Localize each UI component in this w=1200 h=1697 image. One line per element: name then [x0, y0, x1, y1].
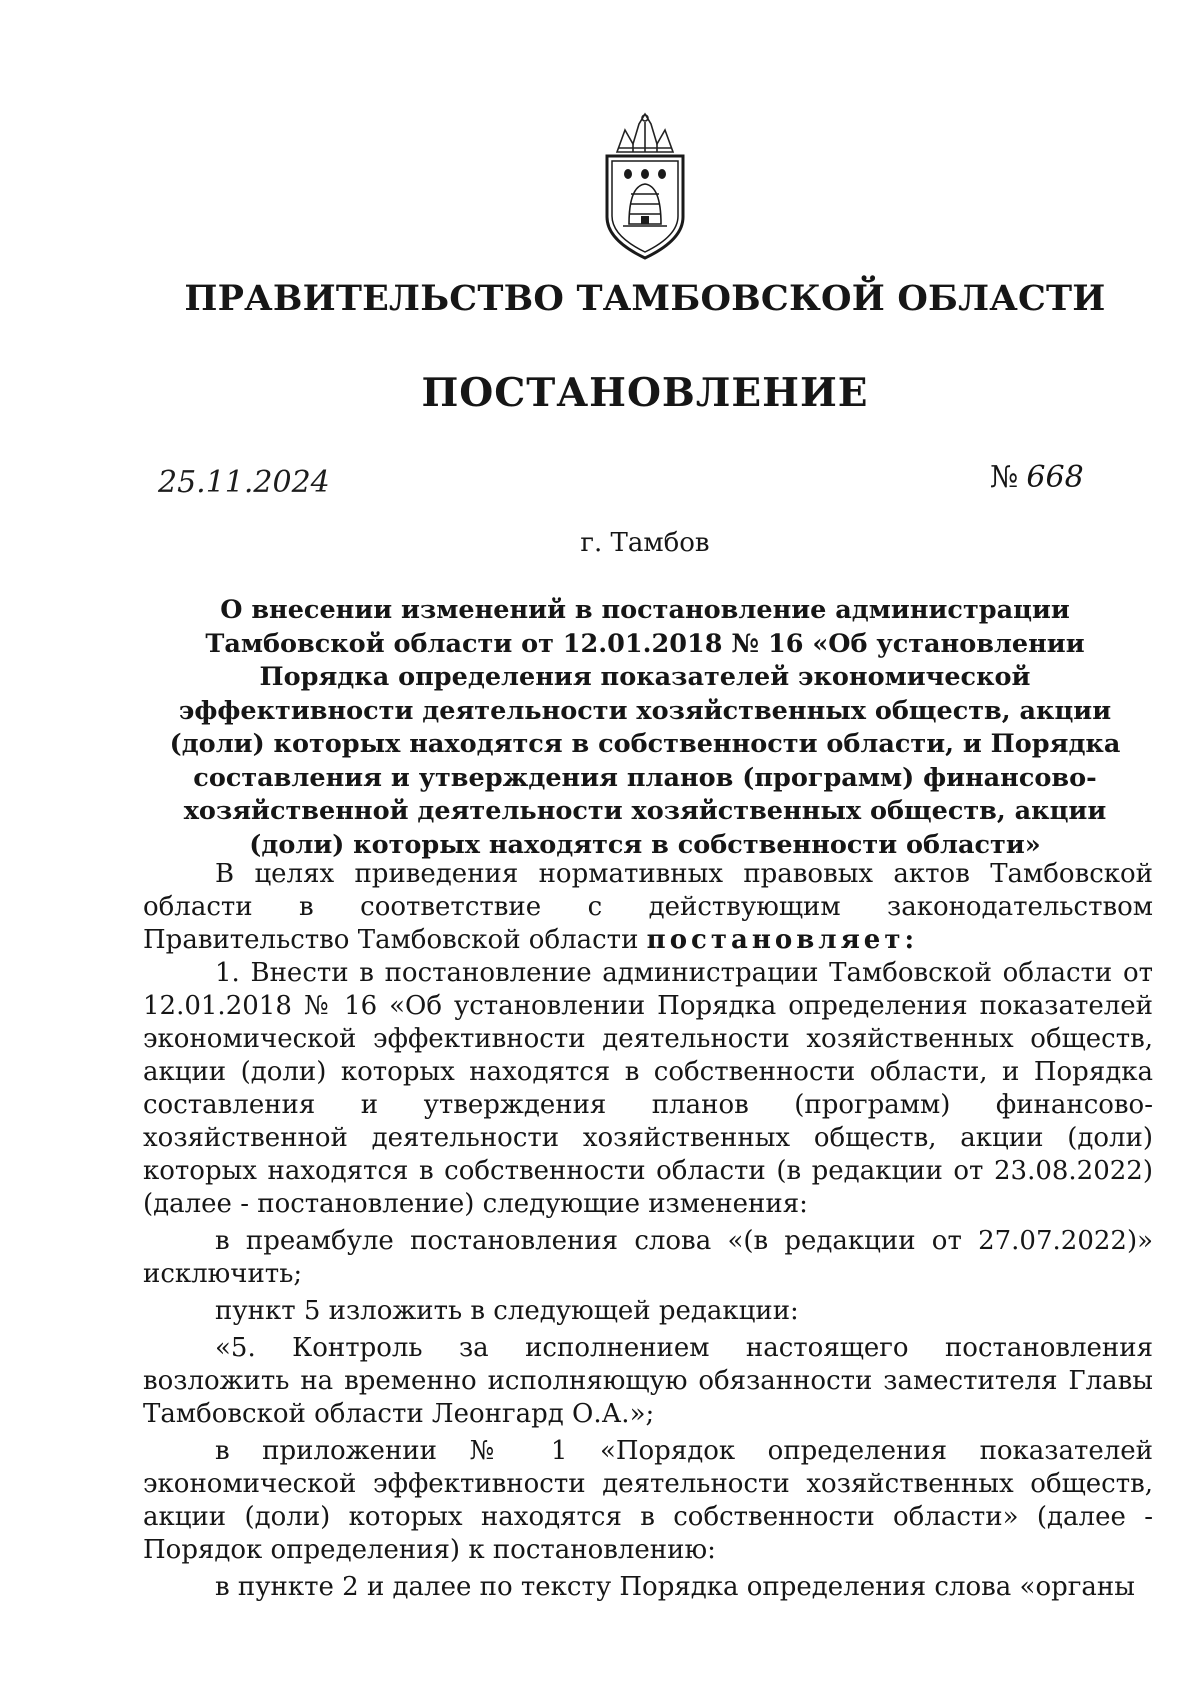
paragraph-3: пункт 5 изложить в следующей редакции:	[215, 1296, 799, 1326]
paragraph-1: 1. Внести в постановление администрации Тамбовской области от 12.01.2018 № 16 «Об установлении Порядка определения показателей экономической эффективности деятельности хозяйственных обществ, акции (доли) которых находятся в собственности области, и Порядка составления и утверждения планов (программ) финансово-хозяйственной деятельности хозяйственных обществ, акции (доли) которых находятся в собственности области (в редакции от 23.08.2022) (далее - постановление) следующие изменения:	[143, 958, 1153, 1219]
document-type: ПОСТАНОВЛЕНИЕ	[421, 370, 869, 416]
paragraph-5: в приложении № 1 «Порядок определения показателей экономической эффективности деятельности хозяйственных обществ, акции (доли) которых находятся в собственности области» (далее - Порядок определения) к постановлению:	[143, 1436, 1153, 1565]
intro-paragraph	[143, 858, 1153, 957]
paragraph-2: в преамбуле постановления слова «(в редакции от 27.07.2022)» исключить;	[143, 1226, 1153, 1289]
document-date: 25.11.2024	[158, 465, 330, 500]
number-value: 668	[1026, 460, 1084, 495]
document-number	[990, 460, 1084, 495]
document-city: г. Тамбов	[580, 528, 710, 558]
government-name: ПРАВИТЕЛЬСТВО ТАМБОВСКОЙ ОБЛАСТИ	[184, 278, 1106, 319]
decrees-word: постановляет:	[646, 925, 919, 955]
document-body	[143, 858, 1153, 1604]
number-sign: №	[990, 460, 1019, 495]
paragraph-4: «5. Контроль за исполнением настоящего постановления возложить на временно исполняющую обязанности заместителя Главы Тамбовской области Леонгард О.А.»;	[143, 1333, 1153, 1429]
intro-text: В целях приведения нормативных правовых актов Тамбовской области в соответствие с действующим законодательством Правительство Тамбовской области	[143, 859, 1153, 955]
tambov-coat-of-arms-icon	[595, 112, 695, 262]
document-title: О внесении изменений в постановление администрации Тамбовской области от 12.01.2018 № 16 «Об установлении Порядка определения показателей экономической эффективности деятельности хозяйственных обществ, акции (доли) которых находятся в собственности области, и Порядка составления и утверждения планов (программ) финансово-хозяйственной деятельности хозяйственных обществ, акции (доли) которых находятся в собственности области»	[169, 595, 1121, 860]
paragraph-6: в пункте 2 и далее по тексту Порядка определения слова «органы	[215, 1572, 1135, 1602]
